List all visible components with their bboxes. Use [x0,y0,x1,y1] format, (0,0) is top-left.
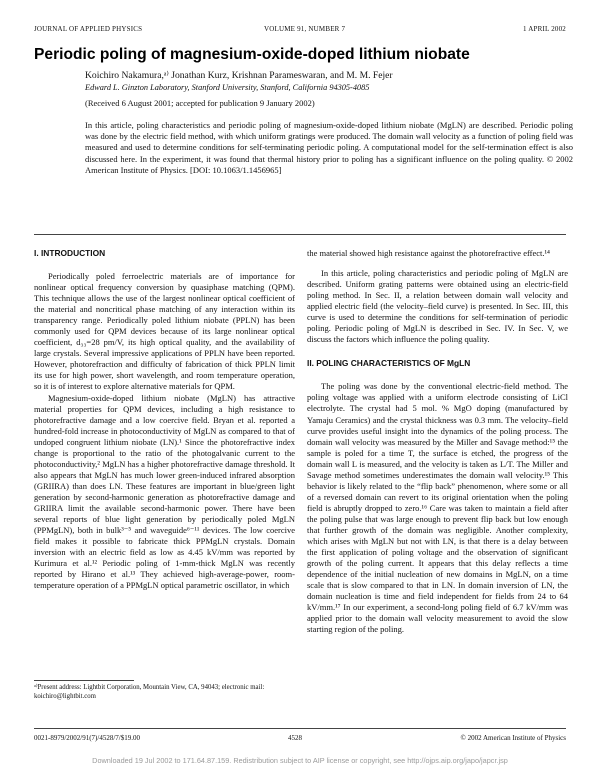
poling-paragraph-1: The poling was done by the conventional electric-field method. The poling voltage was applied with a uniform electrode consisting of LiCl electrolyte. The crystal had 5 mol. % MgO doping (manufactured by Yamaju Ceramics) and the crystal thickness was 0.3 mm. The velocity–field curve provides useful insight into the dynamics of the poling process. The domain wall velocity was measured by the Miller and Savage method:¹⁵ the sample is poled for a time T, the surface is etched, the progress of the domain wall L is measured, and the velocity is taken as L/T. The Miller and Savage method sometimes underestimates the domain wall velocity.¹⁵ This behavior is likely related to the “flip back” phenomenon, where some or all of a reversed domain can revert to its original orientation when the poling field is abruptly dropped to zero.¹⁶ Care was taken to maintain a field after the poling pulse that was large enough to prevent flip back but low enough that further growth of the domain was negligible. Another complexity, which arises with MgLN but not with LN, is that there is a delay between the first application of poling voltage and the observation of significant growth of the poling current. It appears that this delay reflects a time dependence of the initial nucleation of new domains in MgLN, on a time scale that is slow compared to that in LN. In domain inversion of LN, the domain nucleation is time and field independent for fields from 24 to 64 kV/mm.¹⁷ In our experiment, a second-long poling field of 6.7 kV/mm was applied prior to the domain wall velocity measurement to avoid the slow starting region of the poling. [307,381,568,635]
running-header [34,25,566,37]
right-column [307,248,568,635]
intro-paragraph-2: Magnesium-oxide-doped lithium niobate (MgLN) has attractive material properties for QPM devices, including a high resistance to photorefractive damage and a low coercive field. Bryan et al. reported a hundred-fold increase in photoconductivity of MgLN as compared to that of undoped congruent lithium niobate (LN).¹ Since the photorefractive index change is proportional to the ratio of the photogalvanic current to the photoconductivity,² MgLN has a higher photorefractive damage threshold. It also appears that MgLN has much lower green-induced infrared absorption (GRIIRA) than does LN. These features are important in blue/green light generation by second-harmonic generation as photorefractive damage and GRIIRA limit the available second-harmonic power. There have been several reports of blue light generation by periodically poled MgLN (PPMgLN), both in bulk³⁻⁵ and waveguide⁶⁻¹¹ devices. The low coercive field makes it possible to fabricate thick PPMgLN crystals. Domain inversion with an electric field as low as 4.45 kV/mm was reported by Kurimura et al.¹² Periodic poling of 1-mm-thick MgLN was recently reported by Hirano et al.¹³ They achieved high-average-power, room-temperature operation of a PPMgLN optical parametric oscillator, in which [34,392,295,591]
volume-number: VOLUME 91, NUMBER 7 [264,25,346,33]
page-number: 4528 [288,734,302,742]
footnote-divider [34,680,134,681]
section-heading-poling: II. POLING CHARACTERISTICS OF MgLN [307,358,471,369]
received-dates: (Received 6 August 2001; accepted for publication 9 January 2002) [85,98,315,108]
journal-name: JOURNAL OF APPLIED PHYSICS [34,25,143,33]
abstract: In this article, poling characteristics and periodic poling of magnesium-oxide-doped lithium niobate (MgLN) are described. Periodic poling was done by the electric field method, with which uniform gratings were produced. The domain wall velocity as a function of poling field was measured and used to determine conditions for self-terminating periodic poling. A computational model for the self-termination effect is also discussed here. In the experiment, it was found that thermal history prior to poling has a significant influence on the poling quality. © 2002 American Institute of Physics. [DOI: 10.1063/1.1456965] [85,120,573,175]
article-title: Periodic poling of magnesium-oxide-doped lithium niobate [34,46,470,63]
issue-date: 1 APRIL 2002 [523,25,566,33]
intro-paragraph-3: the material showed high resistance against the photorefractive effect.¹⁴ [307,248,551,258]
page-footer [34,734,566,744]
download-notice: Downloaded 19 Jul 2002 to 171.64.87.159. Redistribution subject to AIP license or copyright, see http://ojps.aip.org/japo/japcr.jsp [92,756,508,765]
footer-divider [34,728,566,729]
author-list: Koichiro Nakamura,ᵃ⁾ Jonathan Kurz, Krishnan Parameswaran, and M. M. Fejer [85,70,393,81]
intro-paragraph-1: Periodically poled ferroelectric materials are of importance for nonlinear optical frequency conversion by quasiphase matching (QPM). This technique allows the use of the largest nonlinear optical coefficient of the material and noncritical phase matching of any interaction within its transparency range. Periodically poled lithium niobate (PPLN) has been commonly used for QPM devices because of its large nonlinear optical coefficient, d₃₃=28 pm/V, its high optical quality, and the availability of large crystals. Several impressive applications of PPLN have been reported. However, photorefraction and difficulty of fabrication of thick PPLN limit its use for high power, short wavelength, and room temperature operation, so it is of interest to explore alternative materials for QPM. [34,271,295,392]
affiliation: Edward L. Ginzton Laboratory, Stanford University, Stanford, California 94305-4085 [85,83,370,92]
issn-code: 0021-8979/2002/91(7)/4528/7/$19.00 [34,734,140,742]
footnote: ᵃ⁾Present address: Lightbit Corporation, Mountain View, CA, 94043; electronic mail: koichiro@lightbit.com [34,684,265,700]
abstract-divider [34,234,566,235]
section-heading-introduction: I. INTRODUCTION [34,248,106,258]
intro-paragraph-4: In this article, poling characteristics and periodic poling of MgLN are described. Uniform grating patterns were obtained using an electric-field poling method. In Sec. II, a relation between domain wall velocity and applied electric field (the velocity–field curve) is presented. In Sec. III, this curve is used to determine the conditions for self-termination of periodic poling. Periodic poling of MgLN is described in Sec. IV. In Sec. V, we discuss the factors which influence the poling quality. [307,268,568,345]
left-column [34,248,295,591]
copyright: © 2002 American Institute of Physics [460,734,566,742]
